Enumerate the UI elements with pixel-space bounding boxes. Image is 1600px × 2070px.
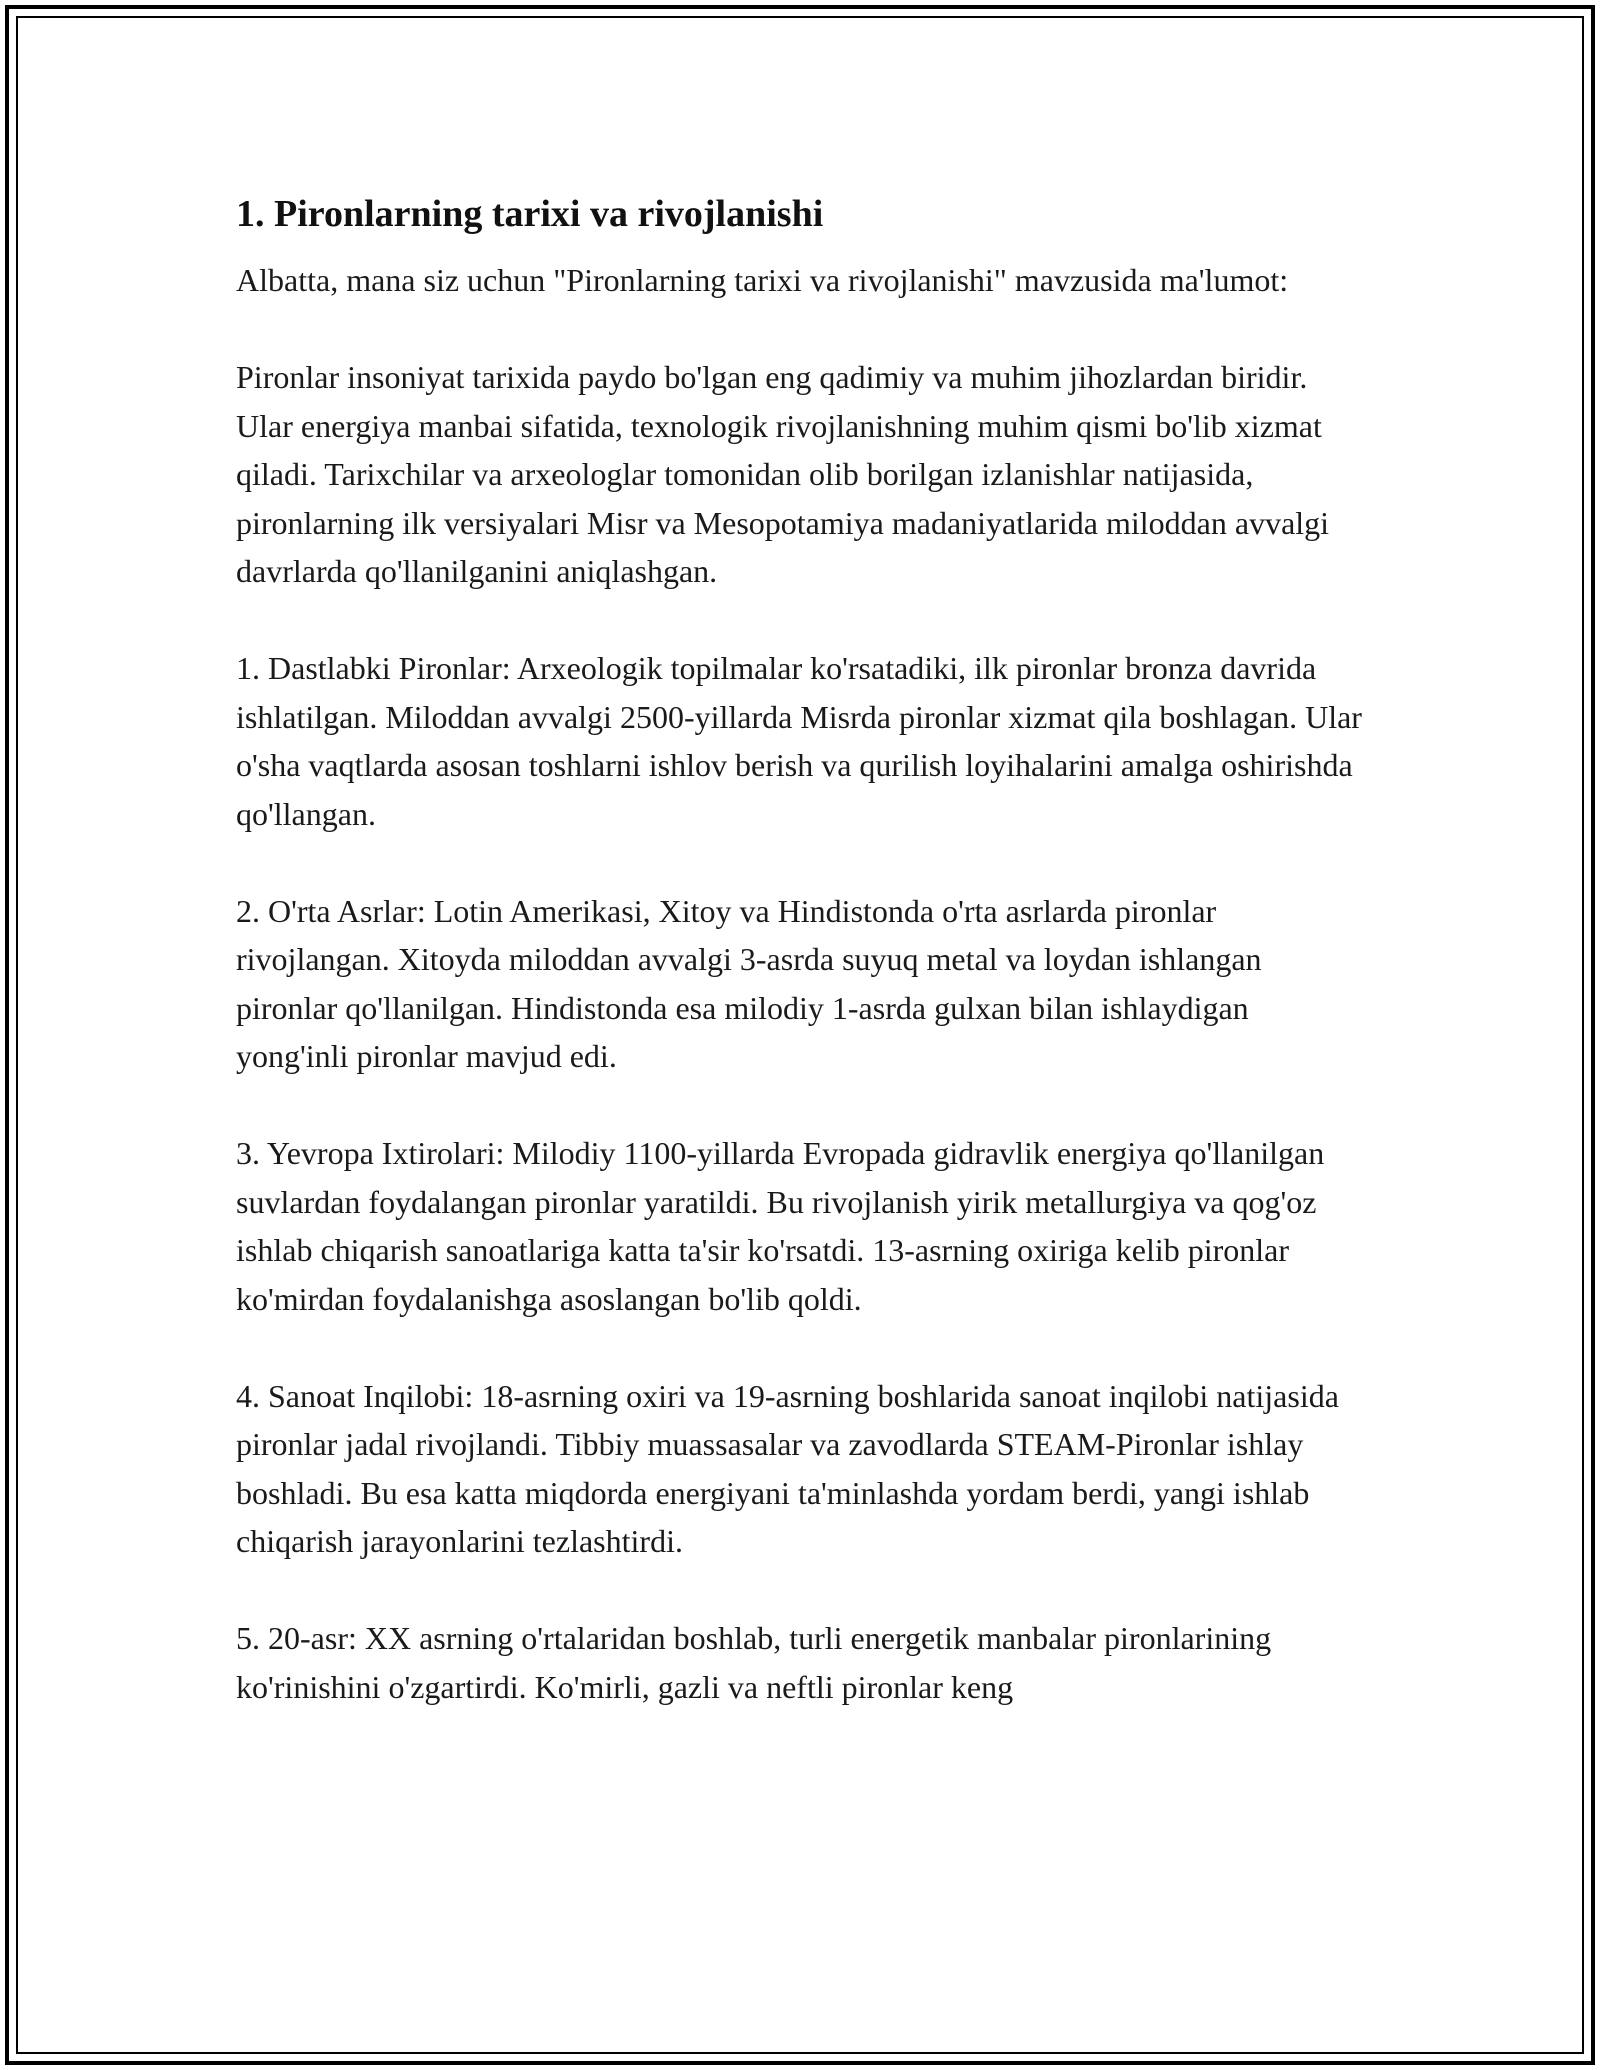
intro-paragraph: Albatta, mana siz uchun "Pironlarning tarixi va rivojlanishi" mavzusida ma'lumot:	[236, 262, 1289, 298]
section-20th-century: 5. 20-asr: XX asrning o'rtalaridan boshlab, turli energetik manbalar pironlarining ko'rinishini o'zgartirdi. Ko'mirli, gazli va neftli pironlar keng	[236, 1620, 1272, 1705]
overview-paragraph: Pironlar insoniyat tarixida paydo bo'lgan eng qadimiy va muhim jihozlardan biridir. Ular energiya manbai sifatida, texnologik rivojlanishning muhim qismi bo'lib xizmat qiladi. Tarixchilar va arxeologlar tomonidan olib borilgan izlanishlar natijasida, pironlarning ilk versiyalari Misr va Mesopotamiya madaniyatlarida miloddan avvalgi davrlarda qo'llanilganini aniqlashgan.	[236, 359, 1330, 589]
section-middle-ages: 2. O'rta Asrlar: Lotin Amerikasi, Xitoy va Hindistonda o'rta asrlarda pironlar rivojlangan. Xitoyda miloddan avvalgi 3-asrda suyuq metal va loydan ishlangan pironlar qo'llanilgan. Hindistonda esa milodiy 1-asrda gulxan bilan ishlaydigan yong'inli pironlar mavjud edi.	[236, 892, 1262, 1074]
section-european-inventions: 3. Yevropa Ixtirolari: Milodiy 1100-yillarda Evropada gidravlik energiya qo'llanilgan suvlardan foydalangan pironlar yaratildi. Bu rivojlanish yirik metallurgiya va qog'oz ishlab chiqarish sanoatlariga katta ta'sir ko'rsatdi. 13-asrning oxiriga kelib pironlar ko'mirdan foydalanishga asoslangan bo'lib qoldi.	[236, 1135, 1325, 1317]
section-industrial-revolution: 4. Sanoat Inqilobi: 18-asrning oxiri va 19-asrning boshlarida sanoat inqilobi natijasida pironlar jadal rivojlandi. Tibbiy muassasalar va zavodlarda STEAM-Pironlar ishlay boshladi. Bu esa katta miqdorda energiyani ta'minlashda yordam berdi, yangi ishlab chiqarish jarayonlarini tezlashtirdi.	[236, 1377, 1339, 1559]
section-early-pirons: 1. Dastlabki Pironlar: Arxeologik topilmalar ko'rsatadiki, ilk pironlar bronza davrida ishlatilgan. Miloddan avvalgi 2500-yillarda Misrda pironlar xizmat qila boshlagan. Ular o'sha vaqtlarda asosan toshlarni ishlov berish va qurilish loyihalarini amalga oshirishda qo'llangan.	[236, 650, 1362, 832]
page-title: 1. Pironlarning tarixi va rivojlanishi	[236, 193, 824, 235]
document-body	[236, 186, 1366, 1760]
